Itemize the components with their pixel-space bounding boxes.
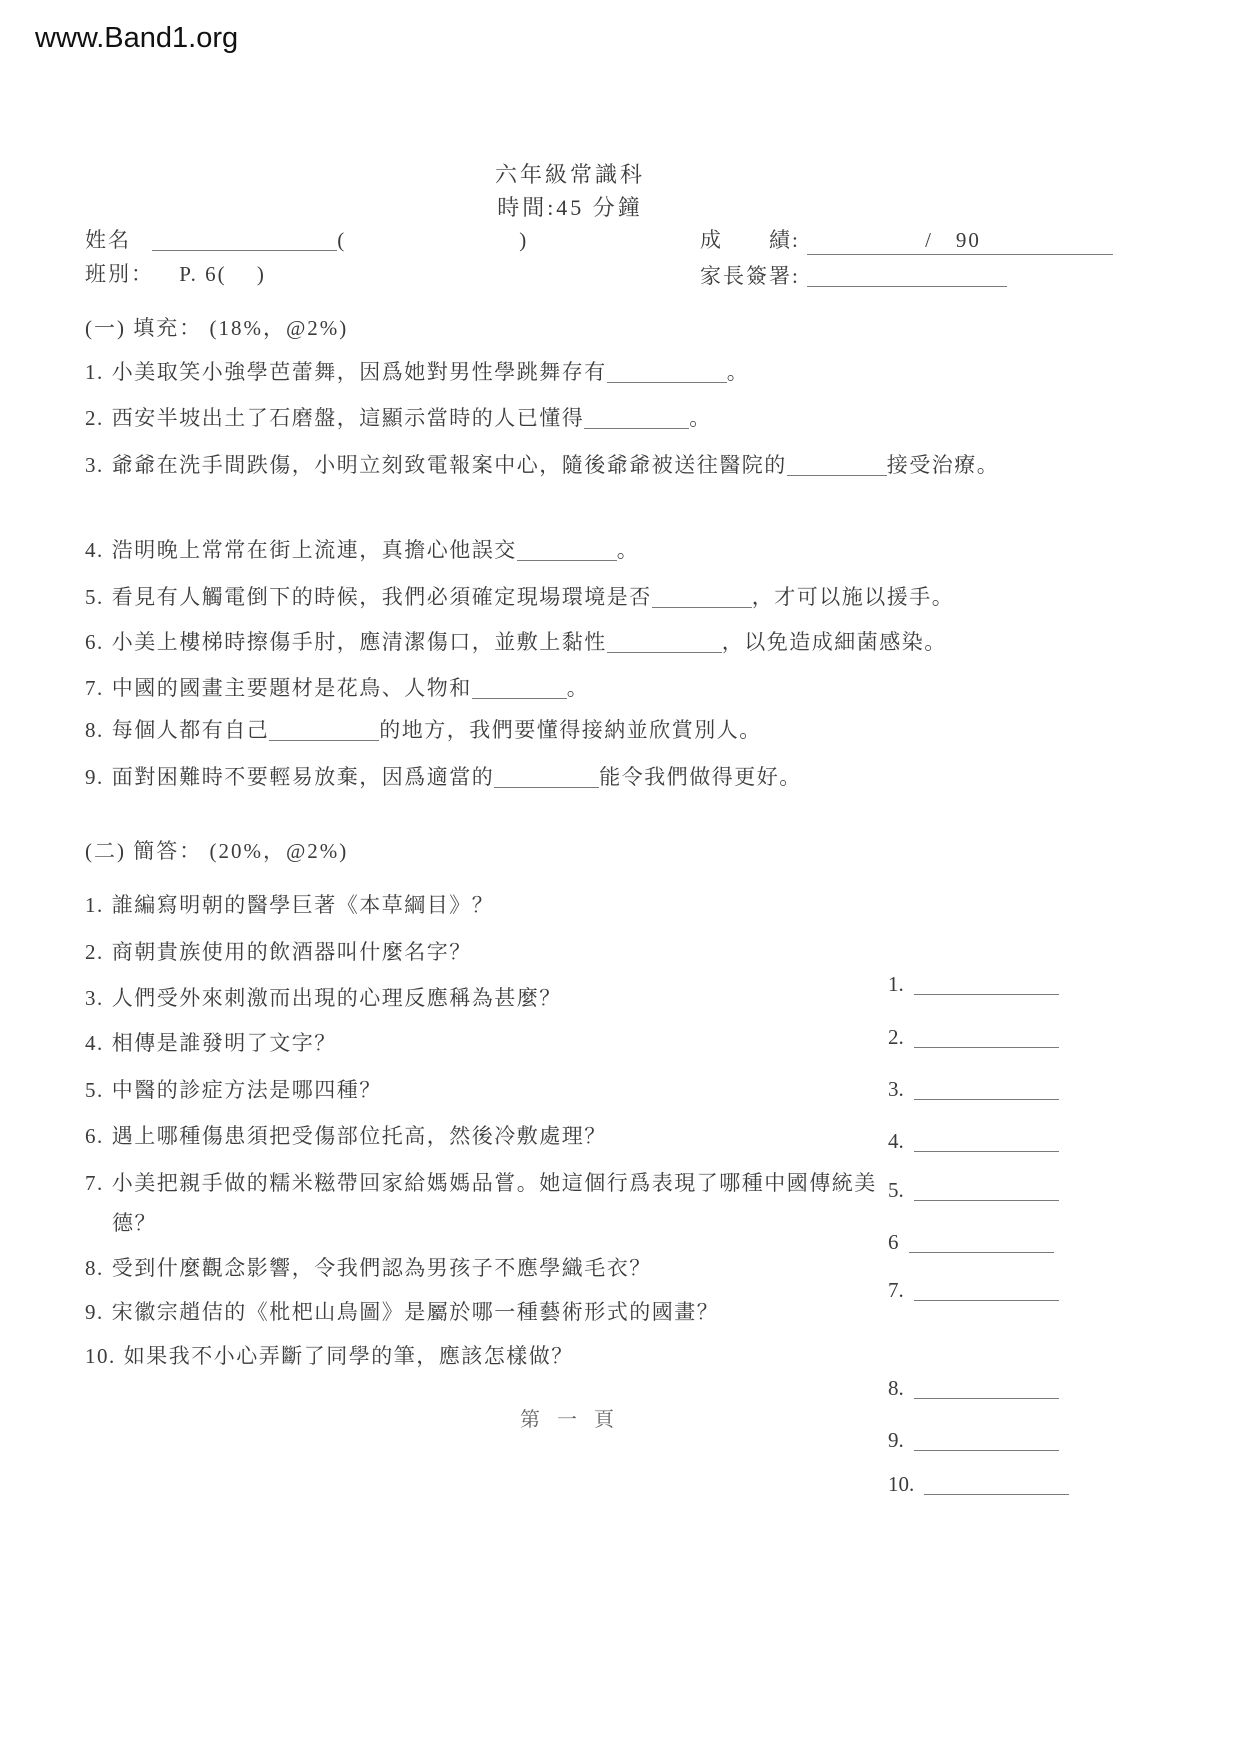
answer-line	[914, 1178, 1059, 1201]
question-number: 6.	[85, 1124, 104, 1148]
answer-number: 10.	[888, 1472, 915, 1497]
question-number: 2.	[85, 940, 104, 964]
answer-number: 9.	[888, 1428, 904, 1453]
question-text: 浩明晚上常常在街上流連，真擔心他誤交	[111, 538, 517, 562]
answer-number: 7.	[888, 1278, 904, 1303]
question-text-after: 能令我們做得更好。	[599, 765, 802, 789]
question-number: 8.	[85, 718, 104, 742]
answer-slot-8	[888, 1376, 1059, 1401]
question-number: 2.	[85, 406, 104, 430]
answer-slot-9	[888, 1428, 1059, 1453]
watermark: www.Band1.org	[35, 22, 239, 54]
question-number: 9.	[85, 765, 104, 789]
answer-number: 5.	[888, 1178, 904, 1203]
question-text-after: 的地方，我們要懂得接納並欣賞別人。	[379, 718, 762, 742]
answer-slot-2	[888, 1025, 1059, 1050]
question-text: 誰編寫明朝的醫學巨著《本草綱目》？	[111, 893, 495, 917]
question-number: 9.	[85, 1300, 104, 1324]
question-text: 中醫的診症方法是哪四種？	[111, 1078, 382, 1102]
answer-blank	[472, 676, 567, 699]
short-question-3	[85, 978, 562, 1018]
question-text: 受到什麼觀念影響，令我們認為男孩子不應學織毛衣？	[111, 1256, 652, 1280]
question-number: 4.	[85, 1031, 104, 1055]
score-slash-total: / 90	[925, 228, 981, 252]
name-blank	[152, 228, 337, 251]
answer-slot-6	[888, 1230, 1054, 1255]
answer-blank	[607, 630, 722, 653]
answer-slot-5	[888, 1178, 1059, 1203]
question-text: 宋徽宗趙佶的《枇杷山鳥圖》是屬於哪一種藝術形式的國畫？	[111, 1300, 720, 1324]
question-text: 商朝貴族使用的飲酒器叫什麼名字？	[111, 940, 472, 964]
question-number: 8.	[85, 1256, 104, 1280]
question-number: 4.	[85, 538, 104, 562]
fill-question-5	[85, 577, 954, 617]
question-text-after: 。	[726, 360, 750, 384]
name-row	[85, 224, 554, 254]
short-question-8	[85, 1248, 652, 1288]
question-text: 每個人都有自己	[111, 718, 270, 742]
question-text: 中國的國畫主要題材是花鳥、人物和	[111, 676, 472, 700]
question-number: 1.	[85, 360, 104, 384]
class-value: P. 6( )	[179, 262, 266, 286]
answer-blank	[607, 360, 727, 383]
fill-question-8	[85, 710, 762, 750]
question-text: 爺爺在洗手間跌傷，小明立刻致電報案中心，隨後爺爺被送往醫院的	[111, 453, 787, 477]
answer-blank	[584, 406, 689, 429]
answer-line	[914, 1278, 1059, 1301]
answer-number: 6	[888, 1230, 899, 1255]
footer-page-number: 第 一 頁	[520, 1409, 620, 1431]
question-text: 小美上樓梯時擦傷手肘，應清潔傷口，並敷上黏性	[111, 630, 607, 654]
answer-line	[914, 1428, 1059, 1451]
answer-slot-7	[888, 1278, 1059, 1303]
answer-blank	[269, 718, 379, 741]
question-number: 7.	[85, 676, 104, 700]
question-number: 1.	[85, 893, 104, 917]
question-number: 10.	[85, 1344, 116, 1368]
fill-question-9	[85, 757, 802, 797]
question-text: 相傳是誰發明了文字？	[111, 1031, 337, 1055]
parent-sign-blank	[807, 264, 1007, 287]
answer-line	[909, 1230, 1054, 1253]
question-text: 看見有人觸電倒下的時候，我們必須確定現場環境是否	[111, 585, 652, 609]
question-text-after: 。	[689, 406, 712, 430]
fill-question-6	[85, 622, 947, 662]
section2-heading: (二) 簡答： (20%，@2%)	[85, 839, 349, 863]
section1-heading: (一) 填充： (18%，@2%)	[85, 316, 349, 340]
question-text-after: 。	[616, 538, 640, 562]
answer-line	[924, 1472, 1069, 1495]
short-question-7	[85, 1163, 917, 1243]
answer-number: 2.	[888, 1025, 904, 1050]
question-text: 小美取笑小強學芭蕾舞，因爲她對男性學跳舞存有	[111, 360, 607, 384]
short-question-10	[85, 1336, 574, 1376]
answer-slot-3	[888, 1077, 1059, 1102]
fill-question-1	[85, 352, 749, 392]
fill-question-4	[85, 530, 639, 570]
question-number: 5.	[85, 1078, 104, 1102]
fill-question-7	[85, 668, 589, 708]
answer-line	[914, 1077, 1059, 1100]
name-paren: ( )	[337, 228, 555, 252]
question-text: 西安半坡出土了石磨盤，這顯示當時的人已懂得	[111, 406, 585, 430]
question-number: 7.	[85, 1171, 104, 1195]
answer-number: 8.	[888, 1376, 904, 1401]
answer-slot-10	[888, 1472, 1069, 1497]
answer-blank	[787, 453, 887, 476]
question-number: 3.	[85, 453, 104, 477]
question-number: 5.	[85, 585, 104, 609]
short-question-9	[85, 1292, 719, 1332]
question-text: 遇上哪種傷患須把受傷部位托高，然後冷敷處理？	[111, 1124, 607, 1148]
question-text-after: 接受治療。	[886, 453, 1000, 477]
question-text: 面對困難時不要輕易放棄，因爲適當的	[111, 765, 495, 789]
answer-line	[914, 1025, 1059, 1048]
short-question-6	[85, 1116, 607, 1156]
title-block	[0, 158, 1140, 224]
name-label: 姓名	[85, 228, 131, 252]
question-number: 3.	[85, 986, 104, 1010]
score-blank	[807, 224, 1113, 255]
question-text-after: ，才可以施以援手。	[751, 585, 955, 609]
answer-blank	[517, 538, 617, 561]
answer-slot-4	[888, 1129, 1059, 1154]
question-text: 人們受外來刺激而出現的心理反應稱為甚麼？	[111, 986, 562, 1010]
short-question-4	[85, 1023, 337, 1063]
question-number: 6.	[85, 630, 104, 654]
fill-question-2	[85, 398, 712, 438]
parent-sign-label: 家長簽署:	[700, 264, 800, 288]
score-label: 成 績:	[700, 228, 800, 252]
question-text-after: ，以免造成細菌感染。	[721, 630, 947, 654]
answer-blank	[652, 585, 752, 608]
class-label: 班別：	[85, 262, 154, 286]
short-question-2	[85, 932, 472, 972]
answer-number: 4.	[888, 1129, 904, 1154]
answer-line	[914, 972, 1059, 995]
answer-slot-1	[888, 972, 1059, 997]
page-title: 六年級常識科	[494, 162, 645, 187]
parent-sign-row	[700, 260, 1007, 290]
class-row	[85, 258, 266, 288]
score-row	[700, 224, 1113, 255]
short-question-1	[85, 885, 494, 925]
fill-question-3	[85, 445, 1124, 485]
answer-number: 3.	[888, 1077, 904, 1102]
answer-line	[914, 1376, 1059, 1399]
answer-blank	[494, 765, 599, 788]
answer-number: 1.	[888, 972, 904, 997]
question-text: 如果我不小心弄斷了同學的筆，應該怎樣做？	[123, 1344, 574, 1368]
question-text: 小美把親手做的糯米糍帶回家給媽媽品嘗。她這個行爲表現了哪種中國傳統美德？	[111, 1171, 877, 1235]
answer-line	[914, 1129, 1059, 1152]
time-subtitle: 時間:45 分鐘	[497, 195, 643, 220]
question-text-after: 。	[566, 676, 590, 700]
short-question-5	[85, 1070, 382, 1110]
